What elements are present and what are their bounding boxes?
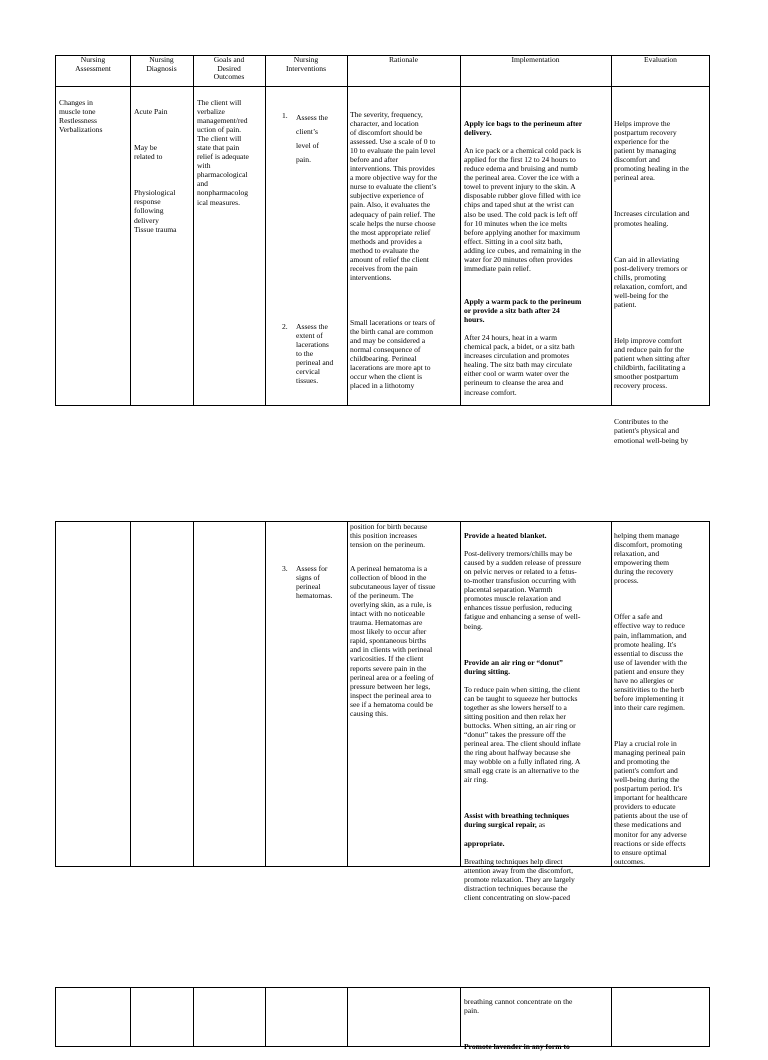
- care-plan-table-page-1: [55, 55, 710, 445]
- implementation-3-body: Post-delivery tremors/chills may be caused by a sudden release of pressure on pelvic nerves or related to a fetus- to-mother transfusion occurring with placental separation. Warmth promotes muscle relaxation and enhances tissue perfusion, reducing fatigue and enhancing a sense of well- being.: [464, 549, 582, 631]
- column-divider: [611, 988, 612, 1046]
- column-divider: [460, 988, 461, 1046]
- implementation-5-title: [464, 811, 611, 829]
- implementation-1-title: Apply ice bags to the perineum after delivery.: [464, 119, 583, 138]
- implementation-6-title: Promote lavender in any form to: [464, 1042, 570, 1052]
- evaluation-2: Increases circulation and promotes healing.: [614, 209, 690, 228]
- intervention-2: Assess the extent of lacerations to the perineal and cervical tissues.: [296, 322, 334, 386]
- column-divider: [193, 522, 194, 866]
- implementation-2: [464, 288, 611, 406]
- rationale-2-continued: position for birth because this position increases tension on the perineum.: [350, 522, 428, 550]
- evaluation-4: Help improve comfort and reduce pain for the patient when sitting after childbirth, facilitating a smoother postpartum recovery process.: [614, 336, 690, 391]
- column-divider: [130, 522, 131, 866]
- column-divider: [347, 988, 348, 1046]
- column-divider: [130, 988, 131, 1046]
- column-divider: [460, 56, 461, 405]
- intervention-1: Assess the client’s level of pain.: [296, 113, 328, 164]
- diagnosis-factors: Physiological response following delivery Tissue trauma: [134, 188, 177, 234]
- column-divider: [265, 56, 266, 405]
- header-implementation: Implementation: [511, 55, 560, 64]
- implementation-column-page-3: [464, 988, 611, 1060]
- header-evaluation: Evaluation: [644, 55, 677, 64]
- column-divider: [611, 56, 612, 405]
- implementation-column-page-2: [464, 522, 611, 911]
- column-divider: [611, 522, 612, 866]
- implementation-1: [464, 110, 611, 282]
- evaluation-7: Offer a safe and effective way to reduce pain, inflammation, and promote healing. It's essential to discuss the use of lavender with the patient and ensure they have no allergies or sensitivities to the herb before implementing it into their care regimen.: [614, 612, 687, 712]
- column-divider: [130, 56, 131, 405]
- rationale-1: The severity, frequency, character, and location of discomfort should be assessed. Use a scale of 0 to 10 to evaluate the pain level before and after interventions. This provides a more objective way for the nurse to evaluate the client’s subjective experience of pain. Also, it evaluates the adequacy of pain relief. The scale helps the nurse choose the most appropriate relief methods and provides a method to evaluate the amount of relief the client receives from the pain interventions.: [350, 110, 438, 282]
- header-assessment: Nursing Assessment: [75, 55, 111, 73]
- assessment-cell: Changes in muscle tone Restlessness Verbalizations: [59, 98, 103, 135]
- implementation-5-title-bold: Assist with breathing techniques during surgical repair,: [464, 811, 570, 830]
- header-interventions: Nursing Interventions: [285, 55, 327, 73]
- header-diagnosis: Nursing Diagnosis: [146, 55, 177, 73]
- goals-cell: The client will verbalize management/red uction of pain. The client will state that pain relief is adequate with pharmacological and nonpharmacolog ical measures.: [197, 98, 249, 207]
- intervention-number: 2.: [282, 322, 288, 331]
- implementation-4-body: To reduce pain when sitting, the client can be taught to squeeze her buttocks together as she lowers herself to a sitting position and then relax her buttocks. When sitting, an air ring or “donut” takes the pressure off the perineal area. The client should inflate the ring about halfway because she may wobble on a fully inflated ring. A small egg crate is an alternative to the air ring.: [464, 684, 581, 785]
- column-divider: [265, 522, 266, 866]
- diagnosis-cell: [134, 98, 192, 243]
- diagnosis-related-label: May be related to: [134, 143, 163, 162]
- intervention-number: 1.: [282, 111, 288, 120]
- rationale-2: Small lacerations or tears of the birth canal are common and may be considered a normal consequence of childbearing. Perineal lacerations are more apt to occur when the client is placed in a lithotomy: [350, 318, 436, 391]
- evaluation-1: Helps improve the postpartum recovery experience for the patient by managing discomfort and promoting healing in the perineal area.: [614, 119, 689, 183]
- intervention-number: 3.: [282, 564, 288, 573]
- column-divider: [265, 988, 266, 1046]
- header-goals: Goals and Desired Outcomes: [213, 55, 245, 82]
- implementation-5-body-continued: breathing cannot concentrate on the pain.: [464, 997, 573, 1016]
- column-divider: [193, 56, 194, 405]
- evaluation-cell-page-2: [614, 522, 710, 875]
- diagnosis-title: Acute Pain: [134, 107, 168, 117]
- column-divider: [460, 522, 461, 866]
- table-header-row: [56, 56, 709, 87]
- implementation-1-body: An ice pack or a chemical cold pack is applied for the first 12 to 24 hours to reduce edema and bruising and numb the perineal area. Cover the ice with a towel to prevent injury to the skin. A disposable rubber glove filled with ice chips and taped shut at the wrist can also be used. The cold pack is left off for 10 minutes when the ice melts before applying another for maximum effect. Sitting in a cool sitz bath, adding ice cubes, and remaining in the water for 20 minutes often provides immediate pain relief.: [464, 146, 582, 273]
- evaluation-cell: [614, 110, 710, 454]
- implementation-5-title-plain: as: [536, 820, 546, 830]
- implementation-3-title: Provide a heated blanket.: [464, 531, 547, 541]
- evaluation-6: helping them manage discomfort, promoting relaxation, and empowering them during the recovery process.: [614, 531, 683, 586]
- implementation-5-body: Breathing techniques help direct attention away from the discomfort, promote relaxation. They are largely distraction techniques because the client concentrating on slow-paced: [464, 856, 575, 902]
- implementation-4-title: Provide an air ring or “donut” during sitting.: [464, 657, 563, 676]
- header-rationale: Rationale: [388, 55, 419, 64]
- care-plan-table-page-2: [55, 521, 710, 902]
- column-divider: [193, 988, 194, 1046]
- evaluation-3: Can aid in alleviating post-delivery tremors or chills, promoting relaxation, comfort, and well-being for the patient.: [614, 254, 688, 309]
- care-plan-table-page-3: [55, 987, 710, 1052]
- intervention-3: Assess for signs of perineal hematomas.: [296, 564, 333, 601]
- implementation-5-title-end: appropriate.: [464, 838, 505, 848]
- column-divider: [347, 56, 348, 405]
- implementation-2-body: After 24 hours, heat in a warm chemical pack, a bidet, or a sitz bath increases circulation and promotes healing. The sitz bath may circulate either cool or warm water over the perineum to cleanse the area and increase comfort.: [464, 333, 575, 397]
- rationale-3: A perineal hematoma is a collection of blood in the subcutaneous layer of tissue of the perineum. The overlying skin, as a rule, is intact with no noticeable trauma. Hematomas are most likely to occur after rapid, spontaneous births and in clients with perineal varicosities. If the client reports severe pain in the perineal area or a feeling of pressure between her legs, inspect the perineal area to see if a hematoma could be causing this.: [350, 564, 436, 718]
- evaluation-5: Contributes to the patient's physical and emotional well-being by: [614, 417, 689, 445]
- column-divider: [347, 522, 348, 866]
- implementation-2-title: Apply a warm pack to the perineum or provide a sitz bath after 24 hours.: [464, 297, 582, 325]
- evaluation-8: Play a crucial role in managing perineal pain and promoting the patient's comfort and well-being during the postpartum period. It's important for healthcare providers to educate patients about the use of these medications and monitor for any adverse reactions or side effects to ensure optimal outcomes.: [614, 739, 688, 866]
